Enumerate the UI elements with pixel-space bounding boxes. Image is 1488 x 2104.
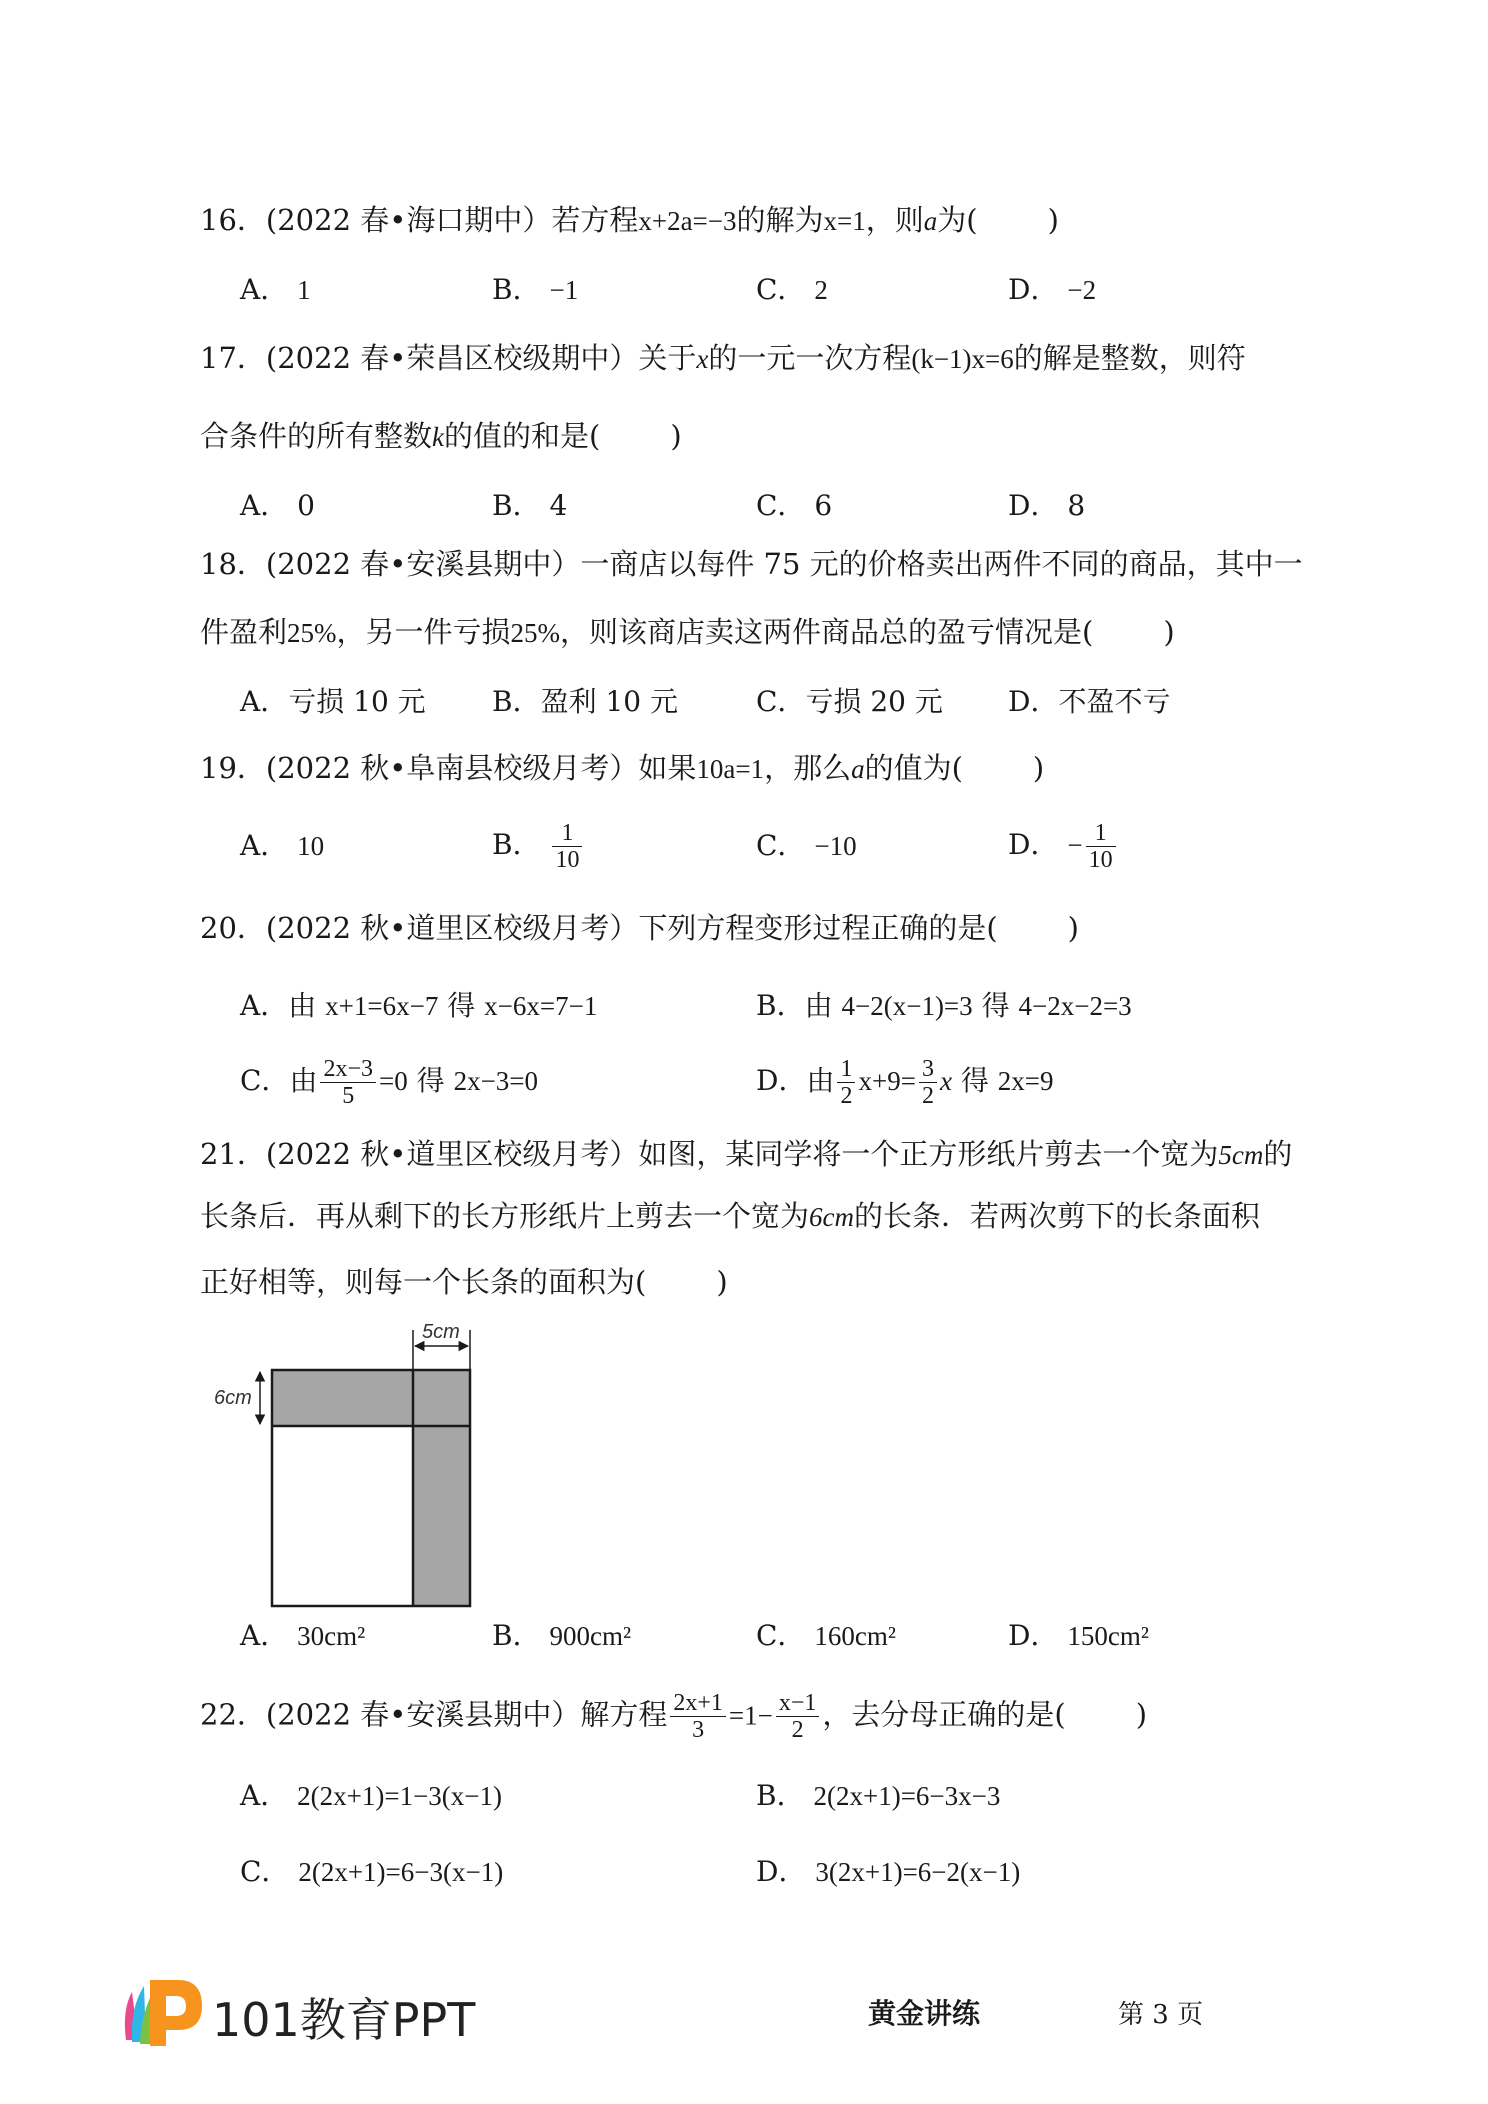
- option-17a[interactable]: A． 0: [240, 489, 315, 522]
- option-18c[interactable]: C．亏损 20 元: [756, 685, 943, 718]
- logo-icon: [118, 1970, 208, 2060]
- label-6cm: 6cm: [214, 1387, 252, 1409]
- brand-logo: [118, 1970, 518, 2060]
- option-19b[interactable]: B． $\frac{1}{10}$: [492, 820, 585, 873]
- question-21-line3: 正好相等，则每一个长条的面积为( ): [200, 1265, 728, 1299]
- option-20a[interactable]: A．由 x+1=6x−7 得 x−6x=7−1: [240, 989, 598, 1022]
- paper-strip-figure: [200, 1320, 500, 1610]
- brand-text: 101教育PPT: [212, 1993, 476, 2047]
- question-22: 22．(2022 春•安溪县期中）解方程 $\frac{2x+1}{3}$ =1− $\frac{x-1}{2}$ ，去分母正确的是( ): [200, 1690, 1148, 1743]
- option-19d[interactable]: D． − $\frac{1}{10}$: [1008, 820, 1119, 873]
- option-20b[interactable]: B．由 4−2(x−1)=3 得 4−2x−2=3: [756, 989, 1132, 1022]
- option-18d[interactable]: D．不盈不亏: [1008, 685, 1171, 718]
- option-21b[interactable]: B． 900cm²: [492, 1619, 632, 1652]
- option-21c[interactable]: C． 160cm²: [756, 1619, 896, 1652]
- question-17-line2: 合条件的所有整数k的值的和是( ): [200, 419, 682, 453]
- question-19: 19．(2022 秋•阜南县校级月考）如果10a=1，那么a的值为( ): [200, 751, 1045, 785]
- option-18b[interactable]: B．盈利 10 元: [492, 685, 679, 718]
- question-17: 17．(2022 春•荣昌区校级期中）关于x的一元一次方程(k−1)x=6的解是整数，则符: [200, 341, 1246, 375]
- page-number: 第 3 页: [1118, 2000, 1204, 2030]
- question-20: 20．(2022 秋•道里区校级月考）下列方程变形过程正确的是( ): [200, 911, 1079, 945]
- question-16: 16．(2022 春•海口期中）若方程x+2a=−3的解为x=1，则a为( ): [200, 203, 1059, 237]
- option-19a[interactable]: A． 10: [240, 829, 325, 862]
- label-5cm: 5cm: [422, 1321, 460, 1343]
- question-21-line2: 长条后．再从剩下的长方形纸片上剪去一个宽为6cm的长条．若两次剪下的长条面积: [200, 1199, 1261, 1233]
- option-19c[interactable]: C． −10: [756, 829, 857, 862]
- option-21a[interactable]: A． 30cm²: [240, 1619, 366, 1652]
- option-17d[interactable]: D． 8: [1008, 489, 1086, 522]
- question-18: 18．(2022 春•安溪县期中）一商店以每件 75 元的价格卖出两件不同的商品，其中一: [200, 547, 1303, 581]
- option-22b[interactable]: B． 2(2x+1)=6−3x−3: [756, 1779, 1001, 1812]
- option-16d[interactable]: D． −2: [1008, 273, 1097, 306]
- footer-title: 黄金讲练: [868, 1997, 981, 2030]
- option-22d[interactable]: D． 3(2x+1)=6−2(x−1): [756, 1855, 1021, 1888]
- question-18-line2: 件盈利25%，另一件亏损25%，则该商店卖这两件商品总的盈亏情况是( ): [200, 615, 1175, 649]
- option-22a[interactable]: A． 2(2x+1)=1−3(x−1): [240, 1779, 503, 1812]
- option-16c[interactable]: C． 2: [756, 273, 828, 306]
- option-16a[interactable]: A． 1: [240, 273, 311, 306]
- option-18a[interactable]: A．亏损 10 元: [240, 685, 426, 718]
- option-22c[interactable]: C． 2(2x+1)=6−3(x−1): [240, 1855, 504, 1888]
- option-20c[interactable]: C．由 $\frac{2x-3}{5}$ =0 得 2x−3=0: [240, 1056, 539, 1109]
- option-20d[interactable]: D．由 $\frac{1}{2}$ x+9= $\frac{3}{2}$ x 得 2x=9: [756, 1056, 1054, 1109]
- option-17c[interactable]: C． 6: [756, 489, 833, 522]
- option-17b[interactable]: B． 4: [492, 489, 568, 522]
- right-strip: [413, 1370, 470, 1606]
- question-21: 21．(2022 秋•道里区校级月考）如图，某同学将一个正方形纸片剪去一个宽为5cm的: [200, 1137, 1293, 1171]
- option-21d[interactable]: D． 150cm²: [1008, 1619, 1149, 1652]
- option-16b[interactable]: B． −1: [492, 273, 579, 306]
